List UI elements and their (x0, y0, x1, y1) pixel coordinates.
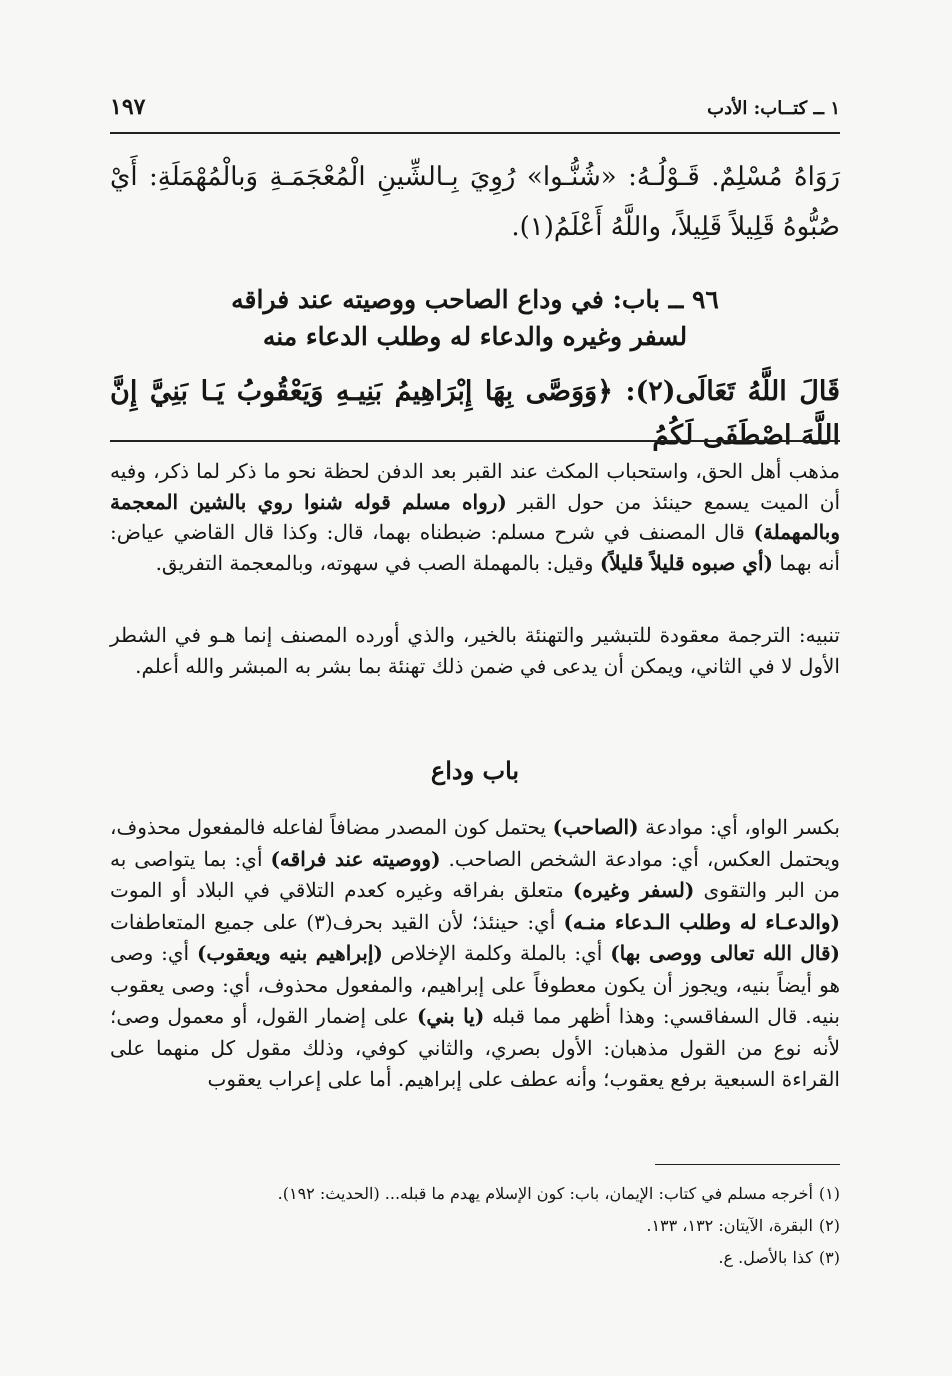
section-title: باب وداع (430, 756, 520, 785)
bold-quote: (أي صبوه قليلاً قليلاً) (599, 550, 773, 575)
text-run: قال المصنف في شرح مسلم: ضبطناه بهما، قال: وكذا قال القاضي عياض: أنه بهما (110, 520, 840, 575)
footnote-3 (110, 1246, 840, 1270)
footnote-number: (٢) (818, 1216, 840, 1235)
commentary-paragraph-3 (110, 812, 840, 1096)
footnote-2 (110, 1214, 840, 1238)
commentary-paragraph-1 (110, 456, 840, 578)
bold-quote: (رواه مسلم قوله شنوا روي بالشين المعجمة وبالمهملة) (110, 489, 840, 544)
text-run: بكسر الواو، أي: موادعة (638, 815, 840, 839)
bold-quote: (لسفر وغيره) (572, 878, 695, 902)
footnote-text: البقرة، الآيتان: ١٣٢، ١٣٣. (646, 1216, 813, 1235)
chapter-heading-line-1: ٩٦ ــ باب: في وداع الصاحب ووصيته عند فراقه (231, 285, 719, 314)
running-header (110, 92, 840, 134)
footnote-1 (110, 1182, 840, 1206)
text-run: أي: بما يتواصى به من البر والتقوى (110, 846, 840, 902)
quran-verse: قَالَ اللَّهُ تَعَالَى(٢): ﴿وَوَصَّى بِهَا إِبْرَاهِيمُ بَنِيـهِ وَيَعْقُوبُ يَـا بَنِيَّ إِنَّ اللَّهَ اصْطَفَى لَكُمُ (110, 376, 840, 451)
text-run: وقيل: بالمهملة الصب في سهوته، وبالمعجمة التفريق. (155, 550, 600, 575)
text-run: أي: حينئذ؛ لأن القيد بحرف(٣) على جميع المتعاطفات (110, 909, 564, 934)
chapter-heading-line-2: لسفر وغيره والدعاء له وطلب الدعاء منه (262, 322, 688, 351)
bold-quote: (يا بني) (416, 1004, 485, 1028)
footnote-number: (٣) (818, 1248, 840, 1267)
text-run: أي: وصى هو أيضاً بنيه، ويجوز أن يكون معطوفاً على إبراهيم، والمفعول محذوف، أي: وصى يعقوب بنيه. قال السفاقسي: وهذا أظهر مما قبله (110, 941, 840, 1028)
page-number: ١٩٧ (110, 94, 146, 120)
divider-line (110, 440, 840, 442)
bold-quote: (ووصيته عند فراقه) (270, 846, 441, 871)
bold-quote: (الصاحب) (552, 815, 639, 839)
commentary-paragraph-2 (110, 620, 840, 681)
text-run: أي: بالملة وكلمة الإخلاص (382, 941, 611, 965)
bold-quote: (والدعـاء له وطلب الـدعاء منـه) (563, 909, 840, 934)
chapter-title: ١ ــ كتــاب: الأدب (707, 98, 840, 119)
bold-quote: (إبراهيم بنيه ويعقوب) (196, 941, 383, 965)
text-run: مذهب أهل الحق، واستحباب المكث عند القبر بعد الدفن لحظة نحو ما ذكر لما ذكر، وفيه أن الميت يسمع حينئذ من حول القبر (110, 459, 840, 514)
footnote-text: كذا بالأصل. ع. (718, 1248, 813, 1267)
footnote-number: (١) (818, 1184, 840, 1203)
text-run: على إضمار القول، أو معمول وصى؛ لأنه نوع من القول مذهبان: الأول بصري، والثاني كوفي، وذلك مقول كل منهما على القراءة السبعية برفع يعقوب؛ وأنه عطف على إبراهيم. أما على إعراب يعقوب (110, 1004, 840, 1091)
footnote-text: أخرجه مسلم في كتاب: الإيمان، باب: كون الإسلام يهدم ما قبله... (الحديث: ١٩٢). (277, 1184, 813, 1203)
text-run: تنبيه: الترجمة معقودة للتبشير والتهنئة بالخير، والذي أورده المصنف إنما هـو في الشطر الأول لا في الثاني، ويمكن أن يدعى في ضمن ذلك تهنئة بما بشر به المبشر والله أعلم. (110, 623, 840, 678)
hadith-text: رَوَاهُ مُسْلِمٌ. قَـوْلُـهُ: «شُنُّـوا» رُوِيَ بِـالشِّينِ الْمُعْجَمَـةِ وَبالْمُهْمَلَةِ: أَيْ صُبُّوهُ قَلِيلاً قَلِيلاً، واللَّهُ أَعْلَمُ(١). (110, 162, 840, 242)
footnote-divider (655, 1164, 840, 1165)
bold-quote: (قال الله تعالى ووصى بها) (610, 941, 840, 965)
text-run: يحتمل كون المصدر مضافاً لفاعله فالمفعول محذوف، ويحتمل العكس، أي: موادعة الشخص الصاحب. (110, 815, 840, 871)
text-run: متعلق بفراقه وغيره كعدم التلاقي في البلاد أو الموت (110, 878, 573, 902)
